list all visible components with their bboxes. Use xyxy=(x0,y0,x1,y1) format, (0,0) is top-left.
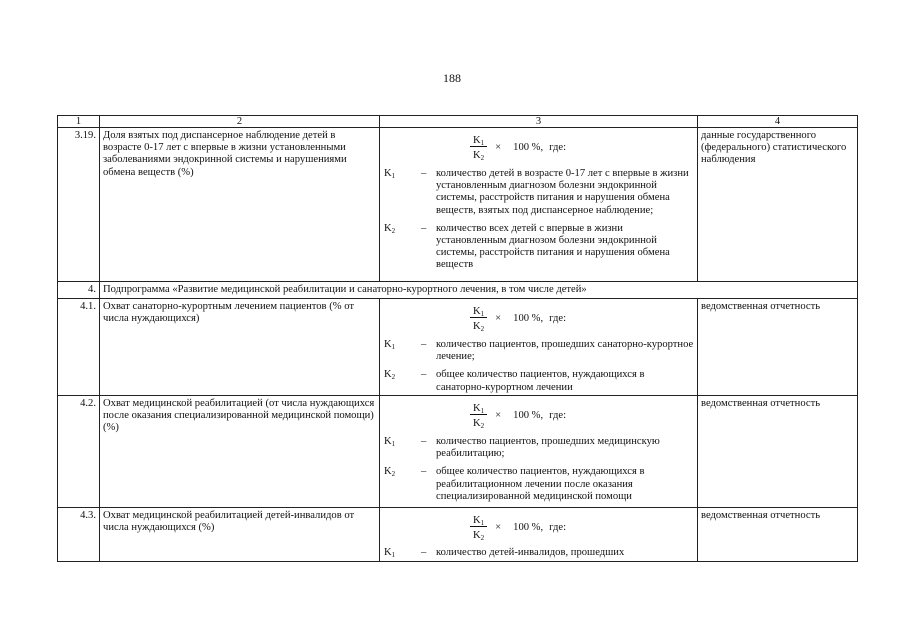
k1-definition: $K_1$ – количество детей-инвалидов, прошедших xyxy=(384,547,625,559)
subprogram-row xyxy=(58,282,858,299)
k2-definition: $K_2$ – общее количество пациентов, нуждающихся в санаторно-курортном лечении xyxy=(384,369,645,393)
numerator: K xyxy=(473,134,481,146)
k1-definition: $K_1$ – количество пациентов, прошедших медицинскую реабилитацию; xyxy=(384,436,660,460)
row-number: 4.2. xyxy=(58,396,100,508)
k1-definition: $K_1$ – количество пациентов, прошедших санаторно-курортное лечение; xyxy=(384,339,694,363)
data-source: ведомственная отчетность xyxy=(698,299,858,396)
header-cell-4: 4 xyxy=(698,116,858,128)
row-number: 4.3. xyxy=(58,508,100,562)
indicators-table xyxy=(57,115,858,562)
row-number: 4.1. xyxy=(58,299,100,396)
where-label: где: xyxy=(549,141,567,153)
table-row xyxy=(58,299,858,396)
data-source: данные государственного (федерального) статистического наблюдения xyxy=(698,128,858,282)
formula: $\frac{K_1}{K_2}$ × 100 %, где: xyxy=(470,302,695,336)
k1-definition: $K_1$ – количество детей в возрасте 0-17 лет с впервые в жизни установленным диагнозом болезни эндокринной системы, расстройств питания и нарушения обмена веществ, взятых под диспансерное наблюдение; xyxy=(384,168,689,216)
header-row xyxy=(58,116,858,128)
formula-cell xyxy=(380,396,698,508)
indicator-name: Охват санаторно-курортным лечением пациентов (% от числа нуждающихся) xyxy=(100,299,380,396)
data-source: ведомственная отчетность xyxy=(698,396,858,508)
denominator: K xyxy=(473,149,481,161)
row-number: 3.19. xyxy=(58,128,100,282)
formula: $\frac{K_1}{K_2}$ × 100 %, где: xyxy=(470,511,695,545)
row-number: 4. xyxy=(58,282,100,299)
formula-cell xyxy=(380,299,698,396)
subprogram-title: Подпрограмма «Развитие медицинской реабилитации и санаторно-курортного лечения, в том числе детей» xyxy=(100,282,858,299)
data-source: ведомственная отчетность xyxy=(698,508,858,562)
header-cell-3: 3 xyxy=(380,116,698,128)
page-number: 188 xyxy=(443,71,461,85)
fraction: $\frac{K_1}{K_2}$ xyxy=(470,403,487,430)
fraction: $\frac{K_1}{K_2}$ xyxy=(470,135,487,162)
indicator-name: Доля взятых под диспансерное наблюдение детей в возрасте 0-17 лет с впервые в жизни установленными заболеваниями эндокринной системы и нарушениями обмена веществ (%) xyxy=(100,128,380,282)
fraction: $\frac{K_1}{K_2}$ xyxy=(470,515,487,542)
header-cell-1: 1 xyxy=(58,116,100,128)
formula-cell xyxy=(380,128,698,282)
percent-factor: 100 %, xyxy=(513,141,544,153)
table-row xyxy=(58,396,858,508)
multiply-sign: × xyxy=(495,141,502,153)
formula xyxy=(470,131,695,165)
table-row xyxy=(58,128,858,282)
indicator-name: Охват медицинской реабилитацией (от числа нуждающихся после оказания специализированной медицинской помощи) (%) xyxy=(100,396,380,508)
header-cell-2: 2 xyxy=(100,116,380,128)
k2-definition: $K_2$ – количество всех детей с впервые в жизни установленным диагнозом болезни эндокринной системы, расстройств питания и нарушения обмена веществ xyxy=(384,222,670,271)
k2-definition: $K_2$ – общее количество пациентов, нуждающихся в реабилитационном лечении после оказания специализированной медицинской помощи xyxy=(384,466,645,502)
table-row xyxy=(58,508,858,562)
formula-cell xyxy=(380,508,698,562)
indicator-name: Охват медицинской реабилитацией детей-инвалидов от числа нуждающихся (%) xyxy=(100,508,380,562)
formula: $\frac{K_1}{K_2}$ × 100 %, где: xyxy=(470,399,695,433)
fraction: $\frac{K_1}{K_2}$ xyxy=(470,306,487,333)
